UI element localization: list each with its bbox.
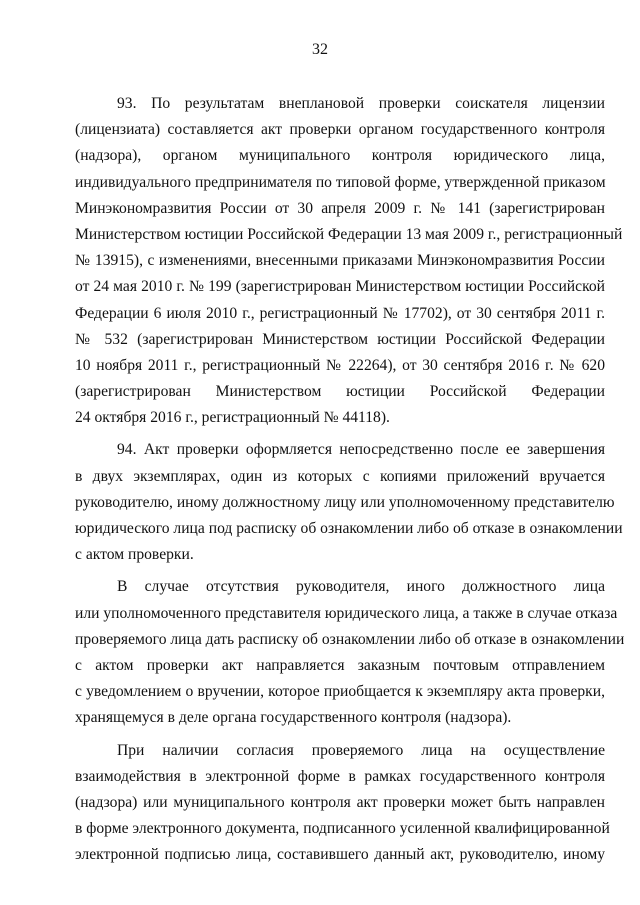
paragraph-absence-case	[75, 574, 625, 731]
paragraph-electronic-form	[75, 738, 610, 869]
paragraph-line: При наличии согласия проверяемого лица на осуществление	[117, 741, 605, 759]
paragraph-line: № 13915), с изменениями, внесенными приказами Минэкономразвития России	[75, 252, 605, 270]
paragraph-line: в форме электронного документа, подписанного усиленной квалифицированной	[75, 820, 610, 838]
paragraph-line: В случае отсутствия руководителя, иного должностного лица	[117, 578, 605, 596]
paragraph-line: электронной подписью лица, составившего данный акт, руководителю, иному	[75, 846, 605, 864]
paragraph-line: от 24 мая 2010 г. № 199 (зарегистрирован Министерством юстиции Российской	[75, 278, 605, 296]
paragraph-line: № 532 (зарегистрирован Министерством юстиции Российской Федерации	[75, 330, 605, 348]
paragraph-line: (лицензиата) составляется акт проверки органом государственного контроля	[75, 121, 605, 139]
paragraph-line: (зарегистрирован Министерством юстиции Российской Федерации	[75, 383, 605, 401]
paragraph-line: хранящемуся в деле органа государственного контроля (надзора).	[75, 709, 512, 727]
paragraph-line: юридического лица под расписку об ознакомлении либо об отказе в ознакомлении	[75, 520, 623, 537]
paragraph-line: взаимодействия в электронной форме в рамках государственного контроля	[75, 767, 605, 785]
paragraph-line: проверяемого лица дать расписку об ознакомлении либо об отказе в ознакомлении	[75, 630, 625, 648]
paragraph-line: Минэкономразвития России от 30 апреля 2009 г. № 141 (зарегистрирован	[75, 199, 605, 217]
paragraph-line: с актом проверки.	[75, 546, 194, 564]
document-body	[75, 91, 625, 868]
paragraph-line: с уведомлением о вручении, которое приобщается к экземпляру акта проверки,	[75, 683, 605, 701]
paragraph-line: индивидуального предпринимателя по типовой форме, утвержденной приказом	[75, 173, 606, 191]
paragraph-line: 24 октября 2016 г., регистрационный № 44118).	[75, 409, 390, 427]
paragraph-line: в двух экземплярах, один из которых с копиями приложений вручается	[75, 467, 605, 485]
paragraph-93	[75, 91, 623, 431]
paragraph-line: или уполномоченного представителя юридического лица, а также в случае отказа	[75, 604, 618, 622]
paragraph-line: (надзора), органом муниципального контроля юридического лица,	[75, 147, 605, 165]
paragraph-line: руководителю, иному должностному лицу или уполномоченному представителю	[75, 493, 615, 511]
paragraph-line: 94. Акт проверки оформляется непосредственно после ее завершения	[117, 441, 605, 459]
paragraph-line: Федерации 6 июля 2010 г., регистрационный № 17702), от 30 сентября 2011 г.	[75, 304, 605, 322]
paragraph-line: Министерством юстиции Российской Федерации 13 мая 2009 г., регистрационный	[75, 225, 623, 243]
page-number: 32	[312, 41, 328, 58]
paragraph-line: 93. По результатам внеплановой проверки соискателя лицензии	[117, 95, 605, 112]
paragraph-line: (надзора) или муниципального контроля акт проверки может быть направлен	[75, 793, 605, 811]
paragraph-line: 10 ноября 2011 г., регистрационный № 22264), от 30 сентября 2016 г. № 620	[75, 356, 605, 374]
paragraph-line: с актом проверки акт направляется заказным почтовым отправлением	[75, 656, 605, 674]
paragraph-94	[75, 437, 623, 568]
